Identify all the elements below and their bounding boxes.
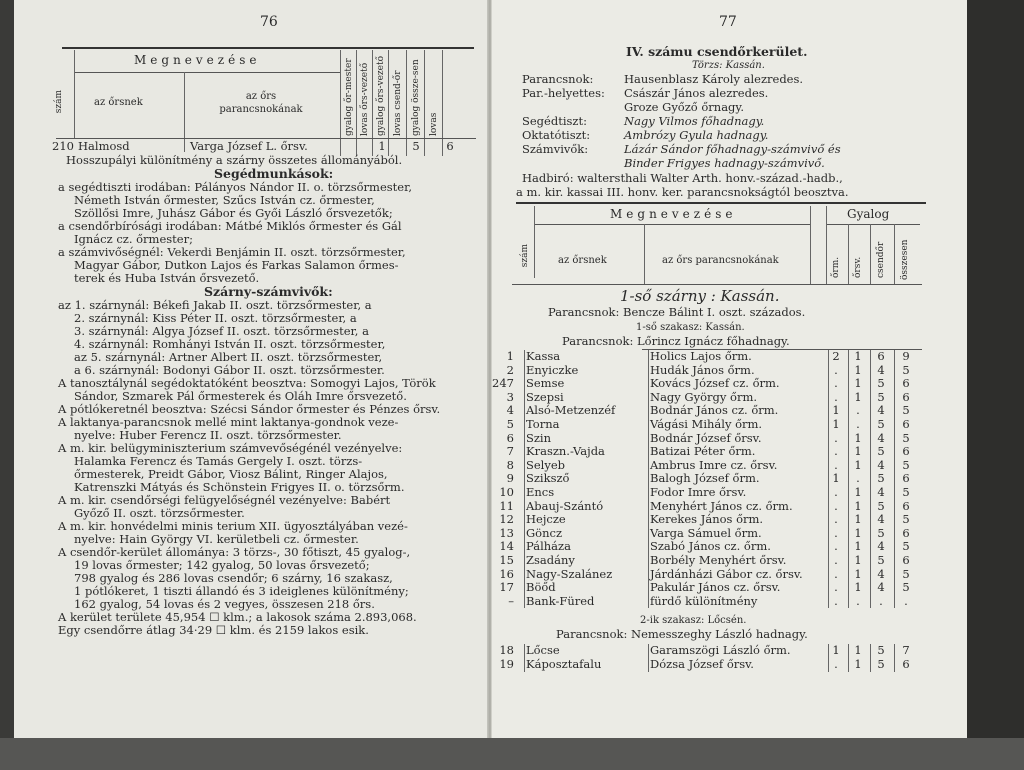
row-station: Alsó-Metzenzéf (526, 403, 616, 418)
row-commander: Szabó János cz. őrm. (650, 539, 771, 554)
row-number: 1 (506, 349, 514, 363)
row-value-csendor: 5 (877, 553, 885, 567)
col-header: gyalog őr-mester (344, 58, 354, 136)
row-number: 15 (499, 553, 514, 567)
header-divider (826, 224, 920, 225)
row-value-osszesen: 7 (902, 643, 910, 657)
section-commander: Parancsnok: Bencze Bálint I. oszt. százados. (548, 305, 806, 319)
row-commander: Hudák János őrm. (650, 362, 755, 377)
row-value-csendor: 5 (877, 444, 885, 459)
col-commander-header: az őrs parancsnokának (219, 91, 303, 115)
row-commander: Varga József L. őrsv. (190, 139, 308, 153)
col-station-header: az őrsnek (558, 255, 607, 266)
text-line: Szöllősi Imre, Juhász Gábor és Győi László őrsvezetők; (74, 206, 393, 220)
row-commander: Pakulár János cz. őrsv. (650, 580, 781, 595)
text-line: nyelve: Hain György VI. kerületbeli cz. őrmester. (74, 532, 359, 546)
row-value-osszesen: 6 (902, 444, 910, 459)
row-station: Kassa (526, 349, 561, 363)
staff-role: Parancsnok: (522, 72, 594, 86)
row-value-orsv: . (856, 403, 860, 418)
row-number: 10 (499, 485, 514, 499)
row-station: Nagy-Szalánez (526, 566, 613, 581)
page-edge-shadow (967, 0, 1024, 770)
text-line: 3. szárnynál: Algya József II. oszt. törzsőrmester, a (74, 324, 369, 338)
row-station: Halmosd (78, 139, 130, 153)
col-header: összesen (900, 239, 910, 280)
row-value-osszesen: 6 (902, 498, 910, 513)
row-commander: Balogh József őrm. (650, 471, 760, 486)
col-divider (848, 350, 849, 608)
text-line: A pótlókeretnél beosztva: Szécsi Sándor őrmester és Pénzes őrsv. (58, 402, 441, 416)
col-divider (372, 50, 373, 156)
row-value-osszesen: 5 (902, 430, 910, 445)
row-value-osszesen: 5 (902, 457, 910, 472)
row-commander: Menyhért János cz. őrm. (650, 498, 793, 513)
row-value-osszesen: 6 (902, 525, 910, 540)
text-line: a csendőrbírósági irodában: Mátbé Miklós őrmester és Gál (58, 219, 402, 233)
col-divider (534, 206, 535, 278)
text-line: Halamka Ferencz és Tamás Gergely I. oszt. törzs- (74, 454, 363, 468)
text-line: őrmesterek, Preidt Gábor, Viosz Bálint, Ringer Alajos, (74, 467, 388, 481)
row-station: Böőd (526, 580, 556, 595)
row-value-csendor: 4 (877, 362, 885, 377)
text-line: 1 pótlókeret, 1 tiszti állandó és 3 ideiglenes különítmény; (74, 584, 409, 598)
col-divider (848, 224, 849, 284)
text-line: Magyar Gábor, Dutkon Lajos és Farkas Salamon őrmes- (74, 258, 399, 272)
row-value-osszesen: 6 (902, 376, 910, 391)
row-commander: Varga Sámuel őrm. (650, 525, 762, 540)
row-value-orsv: 1 (854, 566, 862, 581)
subsection-title: 1-ső szakasz: Kassán. (636, 322, 745, 333)
row-value-orsv: . (856, 417, 860, 431)
row-value-osszesen: 5 (902, 512, 910, 527)
row-value-orm: 1 (832, 471, 840, 486)
text-line: 2. szárnynál: Kiss Péter II. oszt. törzsőrmester, a (74, 311, 357, 325)
row-value-csendor: 5 (877, 525, 885, 540)
row-value-orsv: 1 (854, 512, 862, 527)
text-line: 798 gyalog és 286 lovas csendőr; 6 szárny, 16 szakasz, (74, 571, 393, 585)
row-value-osszesen: 5 (902, 362, 910, 377)
row-value-orsv: . (856, 593, 860, 608)
row-commander: Dózsa József őrsv. (650, 657, 754, 671)
header-divider (534, 224, 810, 225)
row-value-osszesen: 6 (902, 389, 910, 404)
row-value-osszesen: 6 (902, 553, 910, 567)
row-number: 4 (506, 403, 514, 418)
row-value-orsv: . (856, 471, 860, 486)
row-value-csendor: 5 (877, 376, 885, 391)
row-station: Semse (526, 376, 565, 391)
col-num-header: szám (54, 90, 64, 114)
row-commander: Garamszögi László őrm. (650, 643, 791, 657)
text-line: Németh István őrmester, Szűcs István cz. őrmester, (74, 193, 375, 207)
row-value-orm: . (834, 362, 838, 377)
hadbiro-line: a m. kir. kassai III. honv. ker. parancsnokságtól beosztva. (516, 185, 849, 199)
row-value-csendor: 4 (877, 485, 885, 499)
row-value-csendor: 4 (877, 512, 885, 527)
row-value-orm: . (834, 457, 838, 472)
text-line: Győző II. oszt. törzsőrmester. (74, 506, 245, 520)
row-value-csendor: 5 (877, 471, 885, 486)
row-number: 247 (492, 376, 514, 391)
col-divider (356, 50, 357, 156)
row-value: 1 (378, 139, 386, 153)
text-line: A m. kir. csendőrségi felügyelőségnél vezényelve: Babért (58, 493, 391, 507)
col-header: lovas őrs-vezető (360, 62, 370, 136)
staff-role: Oktatótiszt: (522, 128, 591, 142)
text-line: terek és Huba István őrsvezető. (74, 271, 260, 285)
text-line: A laktanya-parancsnok mellé mint laktanya-gondnok veze- (58, 415, 399, 429)
row-value-osszesen: 5 (902, 403, 910, 418)
text-line: 4. szárnynál: Romhányi István II. oszt. törzsőrmester, (74, 337, 386, 351)
row-station: Lőcse (526, 643, 560, 657)
row-station: Enyiczke (526, 362, 579, 377)
row-value-orm: . (834, 389, 838, 404)
row-value-csendor: 4 (877, 457, 885, 472)
row-value-csendor: 4 (877, 430, 885, 445)
hadbiro-line: Hadbiró: waltersthali Walter Arth. honv.-század.-hadb., (522, 171, 843, 185)
text-line: A m. kir. belügyminiszterium számvevőségénél vezényelve: (58, 441, 403, 455)
col-station-header: az őrsnek (94, 97, 143, 108)
col-divider (894, 224, 895, 284)
row-value-orsv: 1 (854, 362, 862, 377)
row-value-osszesen: . (904, 593, 908, 608)
row-value-orm: 1 (832, 417, 840, 431)
row-commander: Fodor Imre őrsv. (650, 485, 747, 499)
text-line: Katrenszki Mátyás és Schönstein Frigyes II. o. törzsőrm. (74, 480, 405, 494)
col-num-header: szám (520, 244, 530, 268)
row-value-orm: . (834, 512, 838, 527)
row-station: Göncz (526, 525, 563, 540)
row-value-csendor: 4 (877, 539, 885, 554)
row-number: – (508, 593, 514, 608)
row-commander: Kovács József cz. őrm. (650, 376, 780, 391)
text-line: Egy csendőrre átlag 34·29 ☐ klm. és 2159 lakos esik. (58, 623, 369, 637)
row-value-orm: . (834, 376, 838, 391)
row-station: Káposztafalu (526, 657, 602, 671)
staff-name: Lázár Sándor főhadnagy-számvivő és (624, 142, 841, 156)
col-divider (340, 50, 341, 156)
header-group: Megnevezése (610, 207, 737, 221)
col-divider (406, 50, 407, 156)
row-value-osszesen: 9 (902, 349, 910, 363)
row-station: Hejcze (526, 512, 566, 527)
col-header: gyalog össze-sen (411, 59, 421, 136)
scan-bottom-margin (0, 738, 1024, 770)
row-value-orsv: 1 (854, 553, 862, 567)
col-divider (524, 644, 525, 672)
text-line: A csendőr-kerület állománya: 3 törzs-, 30 főtiszt, 45 gyalog-, (58, 545, 411, 559)
row-number: 17 (499, 580, 514, 595)
page-number: 76 (260, 14, 278, 30)
text-line: A tanosztálynál segédoktatóként beosztva: Somogyi Lajos, Török (58, 376, 436, 390)
row-value-csendor: 4 (877, 403, 885, 418)
row-value-orsv: 1 (854, 498, 862, 513)
row-value-csendor: 6 (877, 349, 885, 363)
row-number: 19 (499, 657, 514, 671)
section-title: 1-ső szárny : Kassán. (620, 287, 780, 305)
text-line: Hosszupályi különítmény a szárny összetes állományából. (66, 153, 403, 167)
row-number: 11 (499, 498, 514, 513)
row-commander: Vágási Mihály őrm. (650, 417, 763, 431)
staff-name: Ambrózy Gyula hadnagy. (624, 128, 769, 142)
col-divider (648, 644, 649, 672)
row-value-orsv: 1 (854, 657, 862, 671)
row-commander: Bodnár József őrsv. (650, 430, 762, 445)
row-value-osszesen: 6 (902, 417, 910, 431)
row-value-csendor: 5 (877, 417, 885, 431)
subsection-commander: Parancsnok: Lőrincz Ignácz főhadnagy. (562, 334, 790, 348)
text-line: a 6. szárnynál: Bodonyi Gábor II. oszt. törzsőrmester. (74, 363, 385, 377)
row-commander: Batizai Péter őrm. (650, 444, 756, 459)
row-value-orsv: 1 (854, 457, 862, 472)
row-commander: Bodnár János cz. őrm. (650, 403, 779, 418)
staff-role: Par.-helyettes: (522, 86, 605, 100)
row-value-orsv: 1 (854, 349, 862, 363)
row-value-orm: . (834, 539, 838, 554)
col-divider (894, 350, 895, 608)
row-value: 5 (412, 139, 420, 153)
staff-name: Nagy Vilmos főhadnagy. (624, 114, 765, 128)
row-value: 6 (446, 139, 454, 153)
text-line: az 1. szárnynál: Békefi Jakab II. oszt. törzsőrmester, a (58, 298, 372, 312)
row-station: Bank-Füred (526, 593, 595, 608)
row-value-orm: . (834, 580, 838, 595)
staff-name: Groze Győző őrnagy. (624, 100, 745, 114)
row-number: 9 (506, 471, 514, 486)
row-value-orm: . (834, 566, 838, 581)
col-divider (894, 644, 895, 672)
text-line: a segédtiszti irodában: Pálányos Nándor II. o. törzsőrmester, (58, 180, 412, 194)
row-value-orsv: 1 (854, 643, 862, 657)
row-number: 14 (499, 539, 514, 554)
row-station: Szepsi (526, 389, 564, 404)
row-value-csendor: 5 (877, 657, 885, 671)
col-header: lovas (429, 112, 439, 136)
table-top-rule (516, 202, 926, 204)
row-number: 18 (499, 643, 514, 657)
text-line: Sándor, Szmarek Pál őrmesterek és Oláh Imre őrsvezető. (74, 389, 407, 403)
row-value-orm: . (834, 444, 838, 459)
text-line: nyelve: Huber Ferencz II. oszt. törzsőrmester. (74, 428, 342, 442)
row-value-orsv: 1 (854, 376, 862, 391)
staff-name: Császár János alezredes. (624, 86, 769, 100)
col-divider (424, 50, 425, 156)
row-value-orm: . (834, 657, 838, 671)
col-divider (870, 644, 871, 672)
row-value-orsv: 1 (854, 444, 862, 459)
row-commander: Kerekes János őrm. (650, 512, 764, 527)
row-number: 12 (499, 512, 514, 527)
row-station: Torna (526, 417, 560, 431)
col-divider (828, 350, 829, 608)
row-value-csendor: . (879, 593, 883, 608)
header-gyalog: Gyalog (847, 207, 890, 221)
row-commander: Nagy György őrm. (650, 389, 758, 404)
row-value-orsv: 1 (854, 389, 862, 404)
text-line: A kerület területe 45,954 ☐ klm.; a lakosok száma 2.893,068. (58, 610, 417, 624)
row-value-osszesen: 6 (902, 657, 910, 671)
section-heading: Szárny-számvivők: (204, 284, 333, 299)
row-commander: Járdánházi Gábor cz. őrsv. (650, 566, 803, 581)
col-divider (870, 350, 871, 608)
header-bottom-rule (512, 284, 922, 285)
row-value-osszesen: 5 (902, 566, 910, 581)
staff-role: Számvivők: (522, 142, 589, 156)
col-divider (388, 50, 389, 156)
col-header: őrsv. (853, 256, 863, 278)
text-line: a számvivőségnél: Vekerdi Benjámin II. oszt. törzsőrmester, (58, 245, 406, 259)
row-value-osszesen: 5 (902, 539, 910, 554)
col-divider (442, 50, 443, 156)
col-divider (648, 350, 649, 608)
col-divider (870, 224, 871, 284)
row-value-orm: 2 (832, 349, 840, 363)
row-number: 8 (506, 457, 514, 472)
staff-name: Binder Frigyes hadnagy-számvivő. (624, 156, 825, 170)
col-divider (828, 644, 829, 672)
row-value-orm: 1 (832, 403, 840, 418)
header-divider (74, 72, 340, 73)
row-value-csendor: 5 (877, 498, 885, 513)
row-number: 2 (506, 362, 514, 377)
row-value-osszesen: 5 (902, 485, 910, 499)
text-line: Ignácz cz. őrmester; (74, 232, 193, 246)
row-value-csendor: 5 (877, 643, 885, 657)
district-title: IV. számu csendőrkerület. (626, 44, 808, 59)
col-header: lovas csend-őr (393, 70, 403, 136)
page-number: 77 (719, 14, 737, 30)
row-station: Pálháza (526, 539, 571, 554)
row-number: 16 (499, 566, 514, 581)
district-subtitle: Törzs: Kassán. (692, 60, 765, 71)
header-group: Megnevezése (134, 53, 261, 67)
staff-role: Segédtiszt: (522, 114, 587, 128)
col-divider (74, 50, 75, 138)
row-commander: fürdő különítmény (650, 593, 758, 608)
row-number: 3 (506, 389, 514, 404)
row-commander: Ambrus Imre cz. őrsv. (650, 457, 778, 472)
row-value-osszesen: 5 (902, 580, 910, 595)
text-line: 162 gyalog, 54 lovas és 2 vegyes, összesen 218 őrs. (74, 597, 375, 611)
col-divider (848, 644, 849, 672)
row-number: 7 (506, 444, 514, 459)
col-divider (644, 224, 645, 284)
row-value-csendor: 4 (877, 580, 885, 595)
right-page (491, 0, 968, 738)
staff-name: Hausenblasz Károly alezredes. (624, 72, 804, 86)
col-divider (826, 206, 827, 284)
row-number: 5 (506, 417, 514, 431)
row-station: Abauj-Szántó (526, 498, 604, 513)
row-value-orsv: 1 (854, 580, 862, 595)
row-number: 6 (506, 430, 514, 445)
subsection-title: 2-ik szakasz: Lőcsén. (640, 615, 747, 626)
row-value-osszesen: 6 (902, 471, 910, 486)
row-value-orsv: 1 (854, 525, 862, 540)
section-heading: Segédmunkások: (214, 166, 334, 181)
text-line: 19 lovas őrmester; 142 gyalog, 50 lovas őrsvezető; (74, 558, 370, 572)
row-station: Zsadány (526, 553, 575, 567)
row-value-orm: . (834, 498, 838, 513)
text-line: az 5. szárnynál: Artner Albert II. oszt. törzsőrmester, (74, 350, 383, 364)
row-station: Encs (526, 485, 555, 499)
subsection-commander: Parancsnok: Nemesszeghy László hadnagy. (556, 627, 808, 641)
row-value-orsv: 1 (854, 430, 862, 445)
row-value-orm: . (834, 593, 838, 608)
col-divider (810, 206, 811, 284)
col-divider (524, 350, 525, 608)
row-number: 210 (52, 139, 74, 153)
row-number: 13 (499, 525, 514, 540)
row-value-orm: . (834, 553, 838, 567)
col-commander-header: az őrs parancsnokának (662, 255, 779, 266)
row-value-csendor: 5 (877, 389, 885, 404)
text-line: A m. kir. honvédelmi minis terium XII. ügyosztályában vezé- (58, 519, 408, 533)
col-header: csendőr (876, 241, 886, 278)
row-station: Szin (526, 430, 552, 445)
col-divider (184, 72, 185, 152)
table-top-rule (62, 47, 474, 49)
row-value-orm: . (834, 430, 838, 445)
row-commander: Holics Lajos őrm. (650, 349, 752, 363)
col-header: őrm. (831, 256, 841, 278)
row-commander: Borbély Menyhért őrsv. (650, 553, 787, 567)
row-station: Selyeb (526, 457, 566, 472)
row-value-csendor: 4 (877, 566, 885, 581)
row-station: Kraszn.-Vajda (526, 444, 605, 459)
row-value-orm: 1 (832, 643, 840, 657)
row-value-orm: . (834, 485, 838, 499)
left-page (14, 0, 490, 738)
col-header: gyalog őrs-vezető (376, 55, 386, 136)
row-value-orsv: 1 (854, 539, 862, 554)
row-station: Sziksző (526, 471, 570, 486)
row-value-orsv: 1 (854, 485, 862, 499)
row-value-orm: . (834, 525, 838, 540)
